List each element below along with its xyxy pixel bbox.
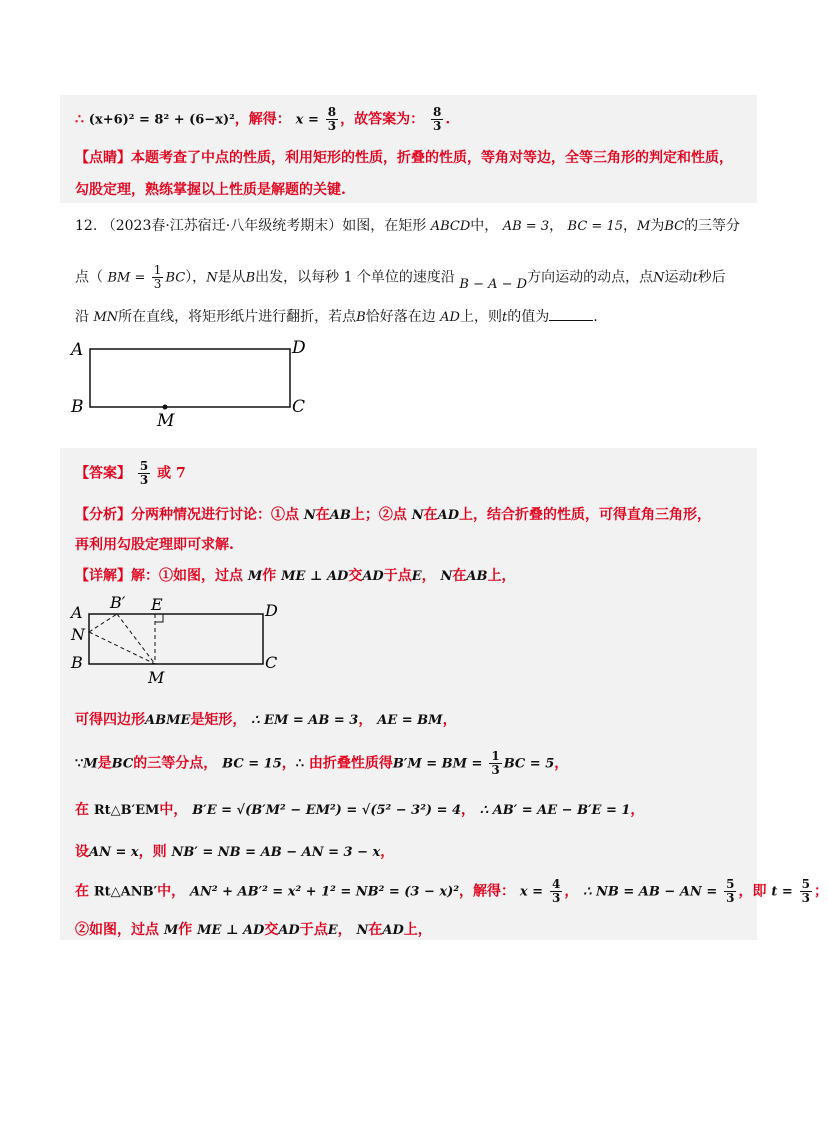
answer-fraction xyxy=(138,460,150,487)
text: ②如图，过点 xyxy=(75,922,159,938)
eq: B′E = √(B′M² − EM²) = √(5² − 3²) = 4 xyxy=(192,803,462,818)
text: ， xyxy=(337,922,352,938)
x-lhs: x = xyxy=(295,112,319,128)
point-m xyxy=(163,405,168,410)
text: 上；②点 xyxy=(350,507,407,523)
n-symbol: N xyxy=(440,569,453,584)
text: 如图，在矩形 xyxy=(342,218,427,234)
text: 的三等分 xyxy=(684,218,741,234)
eq: t = xyxy=(771,884,793,900)
text: ， xyxy=(461,802,476,818)
text: 再利用勾股定理即可求解. xyxy=(75,537,234,553)
analysis-tag: 【分析】 xyxy=(75,507,131,523)
figure-rectangle-abcd xyxy=(65,335,325,435)
text: 沿 xyxy=(75,309,89,325)
n-symbol: N xyxy=(206,270,218,286)
n-symbol: N xyxy=(356,923,369,938)
bc-eq: BC = 15 xyxy=(567,219,623,234)
label-a: A xyxy=(71,603,83,622)
denominator: 3 xyxy=(153,277,162,291)
eq: BC = 5 xyxy=(503,756,555,772)
ad-symbol: AD xyxy=(437,508,459,523)
n-symbol: N xyxy=(653,270,665,286)
text: ， xyxy=(554,755,569,772)
period: . xyxy=(445,111,451,128)
text: ， xyxy=(380,844,395,860)
denominator: 3 xyxy=(551,891,561,905)
bc-symbol: BC xyxy=(664,219,685,234)
text: 在 xyxy=(75,802,89,818)
analysis-line-1 xyxy=(75,505,711,526)
n-symbol: N xyxy=(411,508,424,523)
text: 的三等分点， xyxy=(133,755,218,772)
text: 交 xyxy=(264,922,279,938)
n-symbol: N xyxy=(303,508,316,523)
label-c: C xyxy=(292,397,306,417)
segment-b-prime-m xyxy=(117,614,155,664)
problem-line-3 xyxy=(75,307,598,328)
equation: (x+6)² = 8² + (6−x)² xyxy=(88,112,235,128)
text: 的值为 xyxy=(507,309,550,325)
text: ，则 xyxy=(138,844,167,860)
label-m: M xyxy=(157,411,175,431)
denominator: 3 xyxy=(139,473,149,487)
text: 在 xyxy=(75,883,89,900)
therefore-symbol: ∴ xyxy=(295,756,305,772)
step-line-5 xyxy=(75,878,828,905)
numerator: 5 xyxy=(801,877,810,891)
text: ）， xyxy=(185,269,207,286)
eq: NB′ = NB = AB − AN = 3 − x xyxy=(171,845,381,860)
text: 上，则 xyxy=(459,309,502,325)
m-symbol: M xyxy=(83,756,98,772)
denominator: 3 xyxy=(432,119,442,133)
e-symbol: E xyxy=(327,923,338,938)
eq: BC = 15 xyxy=(222,756,282,772)
b-symbol: B xyxy=(356,310,366,325)
text: ，即 xyxy=(738,883,767,900)
fraction xyxy=(550,878,562,905)
ad-symbol: AD xyxy=(382,923,404,938)
comment-text: 本题考查了中点的性质，利用矩形的性质，折叠的性质，等角对等边，全等三角形的判定和性质， xyxy=(131,150,733,166)
answer-tail: 或 7 xyxy=(157,465,186,482)
comment-tag: 【点睛】 xyxy=(75,150,131,166)
ad-symbol: AD xyxy=(440,310,460,325)
step-line-6 xyxy=(75,920,432,941)
denominator: 3 xyxy=(726,891,735,905)
rectangle xyxy=(90,349,290,407)
ad-symbol: AD xyxy=(362,569,384,584)
label-a: A xyxy=(71,340,84,360)
text: 点（ xyxy=(75,269,103,286)
fraction xyxy=(724,878,736,905)
eq: AN² + AB′² = x² + 1² = NB² = (3 − x)² xyxy=(189,884,460,900)
rectangle xyxy=(89,614,263,664)
eq: AE = BM xyxy=(377,713,443,728)
t-symbol: t xyxy=(692,270,698,286)
problem-source: （2023春·江苏宿迁·八年级统考期末） xyxy=(101,218,343,234)
text: 是 xyxy=(97,755,112,772)
fraction xyxy=(800,878,812,905)
x-fraction xyxy=(326,106,338,133)
text: 中， xyxy=(159,802,188,818)
numerator: 1 xyxy=(153,263,162,277)
text: 方向运动的动点，点 xyxy=(527,269,654,286)
b-symbol: B xyxy=(245,270,256,286)
text: 于点 xyxy=(383,568,412,584)
step-line-2 xyxy=(75,750,568,777)
t-symbol: t xyxy=(501,310,508,325)
text: ， xyxy=(564,883,579,900)
detail-tag: 【详解】 xyxy=(75,568,131,584)
text: 秒后 xyxy=(697,269,726,286)
fraction xyxy=(489,750,501,777)
solve-label: ，解得： xyxy=(234,111,291,128)
text: 由折叠性质得 xyxy=(308,755,393,772)
bc-symbol: BC xyxy=(165,270,186,286)
label-m: M xyxy=(148,668,165,687)
problem-line-1 xyxy=(75,216,740,237)
problem-number: 12. xyxy=(75,218,98,234)
comment-line-2 xyxy=(75,180,346,200)
perp-eq: ME ⊥ AD xyxy=(281,569,349,584)
text: 运动 xyxy=(664,269,693,286)
step-line-1 xyxy=(75,710,457,731)
text: ， xyxy=(630,802,645,818)
top-solution-line xyxy=(75,106,450,133)
eq: AN = x xyxy=(89,845,139,860)
comment-text: 勾股定理，熟练掌握以上性质是解题的关键. xyxy=(75,182,346,198)
text: 作 xyxy=(262,568,277,584)
text: 为 xyxy=(650,218,665,234)
label-d: D xyxy=(265,601,278,620)
step-line-4 xyxy=(75,842,394,863)
denominator: 3 xyxy=(327,119,337,133)
eq: ∴ AB′ = AE − B′E = 1 xyxy=(479,803,631,818)
text: 上， xyxy=(403,922,432,938)
text: 恰好落在边 xyxy=(365,309,436,325)
triangle-symbol: Rt△ANB′ xyxy=(93,884,158,900)
detail-line-1 xyxy=(75,566,515,587)
eq: x = xyxy=(519,884,544,900)
text: ， xyxy=(421,568,436,584)
bc-symbol: BC xyxy=(111,756,134,772)
m-symbol: M xyxy=(163,923,179,938)
numerator: 1 xyxy=(491,749,500,763)
numerator: 5 xyxy=(139,459,149,473)
text: 设 xyxy=(75,844,89,860)
answer-tag: 【答案】 xyxy=(75,465,131,482)
comment-line-1 xyxy=(75,148,733,168)
text: 作 xyxy=(178,922,193,938)
text: ， xyxy=(623,218,637,234)
figure-fold-case-1 xyxy=(65,590,295,690)
text: ， xyxy=(442,712,457,728)
label-n: N xyxy=(71,625,85,644)
m-symbol: M xyxy=(637,219,651,234)
therefore-symbol: ∴ xyxy=(75,111,84,128)
text: 在 xyxy=(368,922,383,938)
answer-line xyxy=(75,460,186,487)
text: 是从 xyxy=(217,269,246,286)
answer-label: ，故答案为： xyxy=(340,111,425,128)
fold-line-nm xyxy=(89,632,155,664)
numerator: 8 xyxy=(432,105,442,119)
answer-fraction xyxy=(431,106,443,133)
text: 解：①如图，过点 xyxy=(131,568,243,584)
text: 上，结合折叠的性质，可得直角三角形， xyxy=(458,507,711,523)
ad-symbol: AD xyxy=(278,923,300,938)
text: 上， xyxy=(487,568,516,584)
text: 分两种情况进行讨论：①点 xyxy=(131,507,299,523)
text: 可得四边形 xyxy=(75,712,145,728)
period: . xyxy=(593,309,598,325)
problem-line-2 xyxy=(75,264,726,291)
denominator: 3 xyxy=(801,891,810,905)
eq: B′M = BM = xyxy=(392,756,483,772)
text: 在 xyxy=(423,507,438,523)
path-symbol: B − A − D xyxy=(459,276,528,292)
ab-eq: AB = 3 xyxy=(502,219,550,234)
text: 中， xyxy=(470,218,499,234)
text: 中， xyxy=(157,883,186,900)
label-e: E xyxy=(151,595,163,614)
numerator: 8 xyxy=(327,105,337,119)
bm-fraction xyxy=(152,264,164,291)
right-angle-mark xyxy=(155,614,163,622)
segment-nb-prime xyxy=(89,614,117,632)
triangle-symbol: Rt△B′EM xyxy=(93,803,160,818)
perp-eq: ME ⊥ AD xyxy=(197,923,265,938)
text: ，解得： xyxy=(459,883,516,900)
text: 出发，以每秒 1 个单位的速度沿 xyxy=(255,269,455,286)
eq: ∴ NB = AB − AN = xyxy=(583,884,718,900)
rect-name: ABCD xyxy=(430,219,471,234)
quad-symbol: ABME xyxy=(145,713,191,728)
text: ； xyxy=(814,883,828,900)
text: 在 xyxy=(315,507,330,523)
text: 所在直线，将矩形纸片进行翻折，若点 xyxy=(118,309,357,325)
numerator: 4 xyxy=(551,877,561,891)
step-line-3 xyxy=(75,800,644,821)
denominator: 3 xyxy=(491,763,500,777)
eq: ∴ EM = AB = 3 xyxy=(251,713,359,728)
ab-symbol: AB xyxy=(329,508,351,523)
answer-blank xyxy=(549,308,593,321)
label-b: B xyxy=(71,397,84,417)
because-symbol: ∵ xyxy=(75,756,84,772)
label-d: D xyxy=(292,338,306,358)
bm-eq: BM = xyxy=(107,270,146,286)
text: 交 xyxy=(348,568,363,584)
text: 是矩形， xyxy=(190,712,247,728)
mn-symbol: MN xyxy=(93,310,119,325)
m-symbol: M xyxy=(247,569,263,584)
label-c: C xyxy=(265,653,278,672)
text: ， xyxy=(281,755,296,772)
text: ， xyxy=(358,712,373,728)
label-b: B xyxy=(71,653,83,672)
ab-symbol: AB xyxy=(466,569,488,584)
text: ， xyxy=(549,218,564,234)
label-b-prime: B′ xyxy=(110,593,126,612)
analysis-line-2 xyxy=(75,535,234,555)
text: 在 xyxy=(452,568,467,584)
e-symbol: E xyxy=(411,569,422,584)
numerator: 5 xyxy=(726,877,735,891)
text: 于点 xyxy=(299,922,328,938)
